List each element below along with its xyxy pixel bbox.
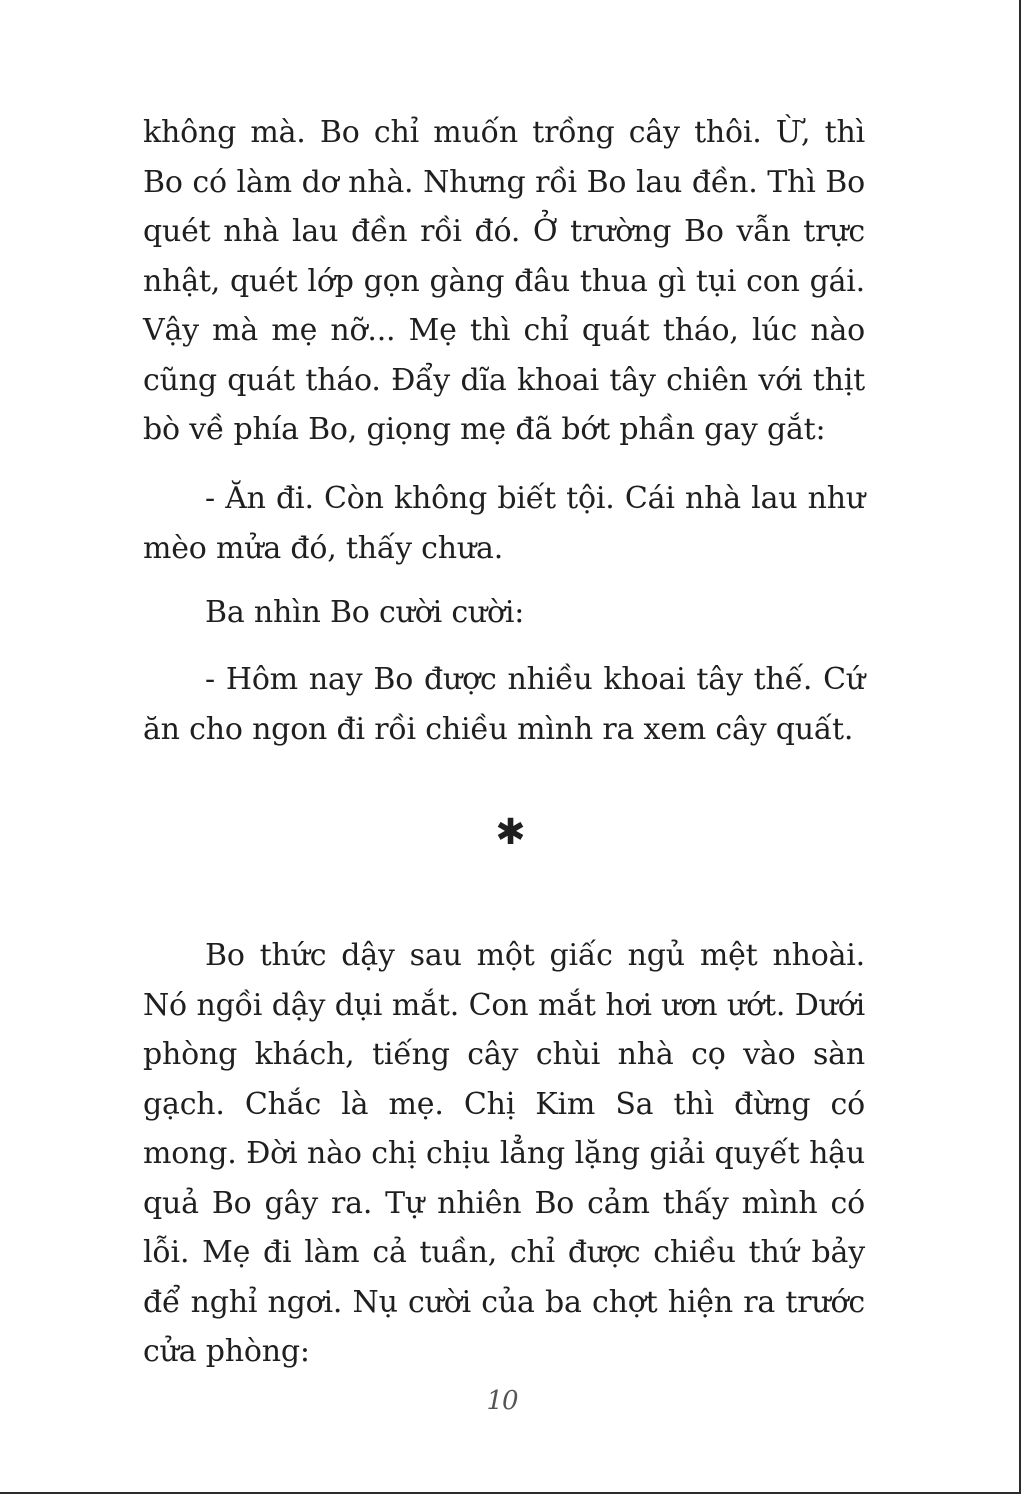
paragraph-text: không mà. Bo chỉ muốn trồng cây thôi. Ừ, thì Bo có làm dơ nhà. Nhưng rồi Bo lau đền. Thì Bo quét nhà lau đền rồi đó. Ở trường Bo vẫn trực nhật, quét lớp gọn gàng đâu thua gì tụi con gái. Vậy mà mẹ nỡ... Mẹ thì chỉ quát tháo, lúc nào cũng quát tháo. Đẩy dĩa khoai tây chiên với thịt bò về phía Bo, giọng mẹ đã bớt phần gay gắt:: [143, 115, 865, 447]
paragraph-father-smiles: [143, 588, 865, 638]
paragraph-continuation: [143, 108, 865, 455]
paragraph-dialogue-mother: [143, 474, 865, 573]
paragraph-text: Ba nhìn Bo cười cười:: [205, 595, 525, 630]
paragraph-text: Bo thức dậy sau một giấc ngủ mệt nhoài. Nó ngồi dậy dụi mắt. Con mắt hơi ươn ướt. Dưới phòng khách, tiếng cây chùi nhà cọ vào sàn gạch. Chắc là mẹ. Chị Kim Sa thì đừng có mong. Đời nào chị chịu lẳng lặng giải quyết hậu quả Bo gây ra. Tự nhiên Bo cảm thấy mình có lỗi. Mẹ đi làm cả tuần, chỉ được chiều thứ bảy để nghỉ ngơi. Nụ cười của ba chợt hiện ra trước cửa phòng:: [143, 938, 865, 1369]
paragraph-new-section: [143, 931, 865, 1377]
paragraph-text: - Ăn đi. Còn không biết tội. Cái nhà lau như mèo mửa đó, thấy chưa.: [143, 481, 865, 566]
paragraph-text: - Hôm nay Bo được nhiều khoai tây thế. Cứ ăn cho ngon đi rồi chiều mình ra xem cây quất.: [143, 662, 865, 747]
section-separator-asterisk-icon: ✱: [495, 812, 526, 853]
paragraph-dialogue-father: [143, 655, 865, 754]
page-number: 10: [486, 1386, 518, 1416]
